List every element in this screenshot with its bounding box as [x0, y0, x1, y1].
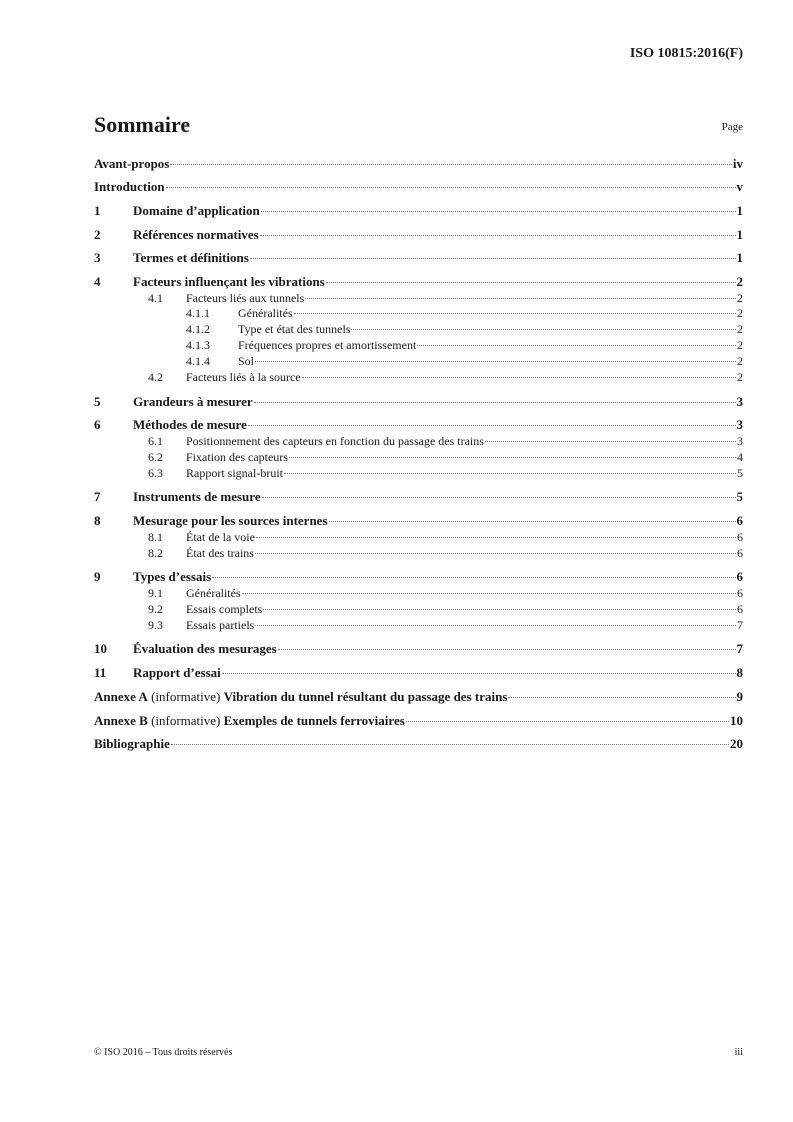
toc-entry-title: Essais partiels: [186, 618, 255, 632]
toc-entry-title: Vibration du tunnel résultant du passage des trains: [223, 689, 508, 704]
dot-leader: [417, 345, 736, 346]
dot-leader: [508, 697, 735, 698]
toc-entry-page: 2: [737, 370, 743, 384]
dot-leader: [166, 187, 736, 188]
toc-entry-number: 1: [94, 203, 101, 218]
toc-entry[interactable]: [94, 203, 743, 219]
dot-leader: [263, 609, 736, 610]
toc-entry-title: Évaluation des mesurages: [133, 641, 277, 656]
toc-entry-title: Fixation des capteurs: [186, 450, 288, 464]
toc-entry[interactable]: [94, 513, 743, 529]
toc-entry-title: Bibliographie: [94, 736, 170, 751]
dot-leader: [305, 298, 736, 299]
toc-entry[interactable]: [94, 545, 743, 561]
dot-leader: [212, 577, 735, 578]
dot-leader: [260, 235, 736, 236]
toc-entry[interactable]: [94, 394, 743, 410]
toc-entry-title: Termes et définitions: [133, 250, 249, 265]
toc-entry-title: État de la voie: [186, 530, 255, 544]
toc-entry[interactable]: [94, 665, 743, 681]
toc-entry-page: iv: [732, 156, 743, 171]
dot-leader: [256, 537, 736, 538]
dot-leader: [406, 721, 729, 722]
toc-entry-title: Facteurs liés à la source: [186, 370, 301, 384]
dot-leader: [326, 282, 736, 283]
toc-entry-title: Fréquences propres et amortissement: [238, 338, 417, 352]
toc-entry-number: 4.2: [148, 370, 163, 384]
toc-entry-title: Positionnement des capteurs en fonction du passage des trains: [186, 434, 484, 448]
toc-entry[interactable]: [94, 489, 743, 505]
toc-entry-number: 9.3: [148, 618, 163, 632]
toc-entry-number: 8.2: [148, 546, 163, 560]
toc-entry[interactable]: [94, 433, 743, 449]
toc-entry-number: 9: [94, 569, 101, 584]
toc-entry-number: 4.1.4: [186, 354, 210, 368]
toc-entry-page: 5: [736, 489, 743, 504]
toc-entry-title: Introduction: [94, 179, 165, 194]
toc-entry[interactable]: [94, 736, 743, 752]
toc-entry-page: 9: [736, 689, 743, 704]
toc-entry-title: Rapport signal-bruit: [186, 466, 283, 480]
toc-entry[interactable]: [94, 529, 743, 545]
dot-leader: [250, 258, 736, 259]
toc-entry-page: 6: [736, 513, 743, 528]
toc-entry-page: 2: [737, 338, 743, 352]
toc-entry-number: 6.1: [148, 434, 163, 448]
toc-entry[interactable]: [94, 305, 743, 321]
page-title: Sommaire: [94, 112, 191, 137]
toc-entry-number: 4.1.2: [186, 322, 210, 336]
toc-entry-number: 7: [94, 489, 101, 504]
toc-entry-page: 7: [736, 641, 743, 656]
toc-entry-title: Types d’essais: [133, 569, 212, 584]
toc-entry-title: Méthodes de mesure: [133, 417, 247, 432]
toc-entry-number: 5: [94, 394, 101, 409]
dot-leader: [255, 625, 736, 626]
toc-entry[interactable]: [94, 227, 743, 243]
toc-entry[interactable]: [94, 569, 743, 585]
dot-leader: [262, 497, 736, 498]
dot-leader: [261, 211, 736, 212]
toc-entry-title: Mesurage pour les sources internes: [133, 513, 328, 528]
toc-entry-page: 4: [737, 450, 743, 464]
dot-leader: [294, 313, 736, 314]
toc-entry[interactable]: [94, 274, 743, 290]
dot-leader: [278, 649, 736, 650]
toc-entry-page: 7: [737, 618, 743, 632]
toc-entry-number: 8.1: [148, 530, 163, 544]
page-column-label: Page: [721, 121, 743, 133]
dot-leader: [222, 673, 736, 674]
toc-entry-number: 9.1: [148, 586, 163, 600]
toc-entry-number: 6.2: [148, 450, 163, 464]
toc-entry-title: Facteurs liés aux tunnels: [186, 291, 305, 305]
toc-entry-number: 4.1.1: [186, 306, 210, 320]
toc-entry[interactable]: [94, 353, 743, 369]
toc-entry[interactable]: [94, 337, 743, 353]
document-id: ISO 10815:2016(F): [629, 46, 743, 61]
toc-entry-number: 4.1: [148, 291, 163, 305]
toc-entry[interactable]: [94, 713, 743, 729]
toc-entry[interactable]: [94, 465, 743, 481]
toc-entry-page: 20: [730, 736, 743, 751]
toc-entry-page: 6: [737, 602, 743, 616]
dot-leader: [242, 593, 736, 594]
dot-leader: [284, 473, 736, 474]
toc-entry[interactable]: [94, 250, 743, 266]
toc-entry-title: Domaine d’application: [133, 203, 260, 218]
toc-entry-page: 6: [737, 546, 743, 560]
toc-entry-number: 2: [94, 227, 101, 242]
toc-entry-title: Grandeurs à mesurer: [133, 394, 253, 409]
toc-annex-label: Annexe A: [94, 689, 148, 704]
toc-entry-page: 6: [737, 586, 743, 600]
toc-entry-number: 8: [94, 513, 101, 528]
toc-entry-number: 10: [94, 641, 107, 656]
toc-entry-title: Rapport d’essai: [133, 665, 221, 680]
toc-entry-page: 3: [736, 417, 743, 432]
toc-entry-page: 3: [736, 394, 743, 409]
toc-entry-page: 8: [736, 665, 743, 680]
toc-entry-page: 2: [737, 322, 743, 336]
toc-entry-page: 10: [730, 713, 743, 728]
dot-leader: [254, 402, 736, 403]
footer-copyright: © ISO 2016 – Tous droits réservés: [94, 1047, 233, 1058]
toc-entry-page: 2: [736, 274, 743, 289]
dot-leader: [289, 457, 736, 458]
toc-entry-title: État des trains: [186, 546, 254, 560]
toc-entry-title: Sol: [238, 354, 255, 368]
toc-entry-title: Instruments de mesure: [133, 489, 261, 504]
dot-leader: [302, 377, 736, 378]
toc-entry-title: Généralités: [238, 306, 293, 320]
toc-entry-title: Type et état des tunnels: [238, 322, 351, 336]
dot-leader: [255, 361, 736, 362]
toc-entry-number: 11: [94, 665, 107, 680]
toc-entry-page: 2: [737, 354, 743, 368]
dot-leader: [255, 553, 736, 554]
toc-entry[interactable]: [94, 290, 743, 306]
dot-leader: [170, 164, 732, 165]
toc-entry-page: 2: [737, 306, 743, 320]
toc-entry-page: 6: [737, 530, 743, 544]
toc-entry-page: 1: [736, 227, 743, 242]
dot-leader: [248, 425, 736, 426]
toc-entry-number: 6: [94, 417, 101, 432]
dot-leader: [351, 329, 736, 330]
toc-entry-page: 2: [737, 291, 743, 305]
toc-entry-title: Exemples de tunnels ferroviaires: [223, 713, 405, 728]
toc-entry-page: 5: [737, 466, 743, 480]
toc-entry-number: 4: [94, 274, 101, 289]
toc-entry[interactable]: [94, 156, 743, 172]
toc-annex-note: (informative): [151, 713, 221, 728]
toc-entry[interactable]: [94, 449, 743, 465]
toc-entry[interactable]: [94, 641, 743, 657]
toc-entry[interactable]: [94, 179, 743, 195]
toc-entry-number: 9.2: [148, 602, 163, 616]
dot-leader: [329, 521, 736, 522]
toc-entry-title: Références normatives: [133, 227, 259, 242]
toc-entry-number: 4.1.3: [186, 338, 210, 352]
dot-leader: [485, 441, 736, 442]
toc-entry[interactable]: [94, 601, 743, 617]
toc-entry-number: 6.3: [148, 466, 163, 480]
toc-entry-title: Facteurs influençant les vibrations: [133, 274, 325, 289]
toc-entry[interactable]: [94, 689, 743, 705]
dot-leader: [171, 744, 729, 745]
toc-annex-note: (informative): [151, 689, 221, 704]
toc-entry[interactable]: [94, 321, 743, 337]
footer-page-number: iii: [734, 1047, 743, 1058]
toc-entry-title: Avant-propos: [94, 156, 170, 171]
toc-entry-page: v: [736, 179, 743, 194]
toc-entry-title: Généralités: [186, 586, 241, 600]
toc-entry-page: 1: [736, 250, 743, 265]
toc-entry[interactable]: [94, 617, 743, 633]
toc-entry-page: 3: [737, 434, 743, 448]
toc-entry[interactable]: [94, 417, 743, 433]
toc-entry-number: 3: [94, 250, 101, 265]
toc-entry-page: 1: [736, 203, 743, 218]
toc-entry-page: 6: [736, 569, 743, 584]
toc-annex-label: Annexe B: [94, 713, 148, 728]
toc-entry[interactable]: [94, 369, 743, 385]
toc-entry-title: Essais complets: [186, 602, 263, 616]
toc-entry[interactable]: [94, 585, 743, 601]
